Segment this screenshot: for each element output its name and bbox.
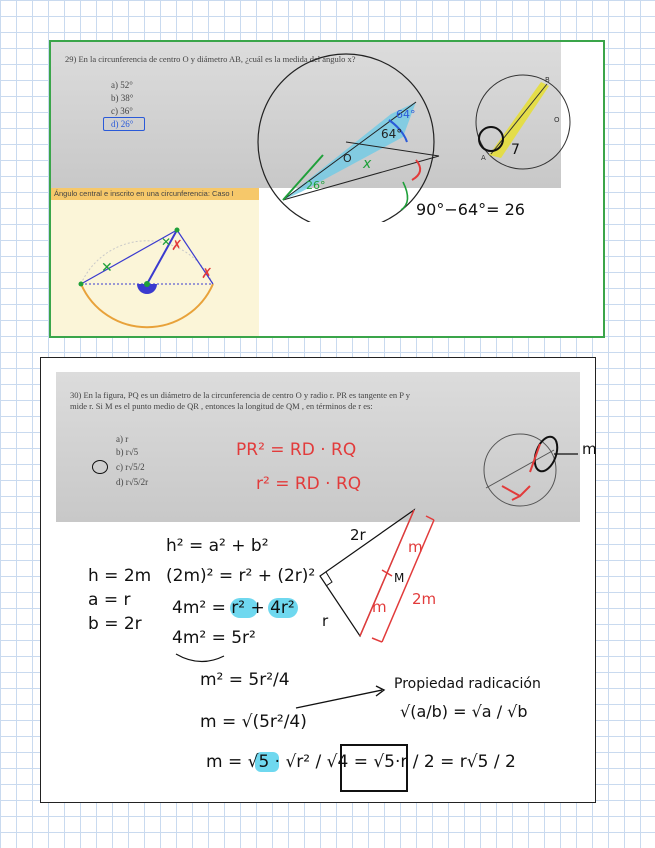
option30-d: d) r√5/2r	[116, 477, 149, 487]
underbrace	[172, 650, 232, 670]
geogebra-title: Ángulo central e inscrito en una circunferencia: Caso I	[51, 188, 259, 200]
option30-c: c) r√5/2	[116, 462, 145, 472]
label-64: 64°	[381, 127, 403, 141]
geogebra-figure	[51, 200, 259, 336]
tri-label-mid: M	[394, 571, 405, 585]
diameter-pq	[486, 450, 554, 488]
label-26: 26°	[306, 179, 326, 192]
option30-a: a) r	[116, 434, 129, 444]
arrow-to-property	[292, 684, 392, 714]
label-x: x	[363, 156, 372, 172]
tri-label-top: 2r	[350, 526, 366, 544]
answer-circle	[92, 460, 108, 474]
step-5: m² = 5r²/4	[200, 670, 290, 690]
label-o-small: O	[554, 116, 560, 124]
option30-b: b) r√5	[116, 447, 139, 457]
tri-label-left: r	[322, 612, 329, 630]
point-top	[175, 228, 180, 233]
problem-30-diagram	[470, 420, 600, 520]
property-formula: √(a/b) = √a / √b	[400, 702, 528, 721]
note-h: h = 2m	[88, 566, 152, 586]
red-line	[530, 444, 540, 472]
green-x-mark-2: ✕	[161, 235, 172, 249]
point-left	[79, 282, 84, 287]
option-c: c) 36°	[111, 106, 133, 116]
step-4: 4m² = 5r²	[172, 628, 256, 648]
label-o: O	[343, 152, 352, 165]
black-loop	[479, 127, 503, 151]
note-a: a = r	[88, 590, 131, 610]
label-b: B	[545, 76, 550, 84]
label-64-blue: 64°	[396, 108, 416, 121]
eq-top-1: PR² = RD · RQ	[236, 440, 357, 460]
problem-30-question-line1: 30) En la figura, PQ es un diámetro de la circunferencia de centro O y radio r. PR es tangente en P y	[70, 390, 411, 400]
right-angle	[326, 572, 332, 586]
geogebra-panel	[51, 188, 259, 336]
red-x-mark-2: ✗	[201, 266, 213, 282]
red-x-mark: ✗	[171, 238, 183, 254]
tri-label-m1: m	[408, 538, 423, 556]
property-label: Propiedad radicación	[394, 676, 541, 692]
problem-29-question: 29) En la circunferencia de centro O y diámetro AB, ¿cuál es la medida del ángulo x?	[65, 54, 356, 64]
tri-label-m2: m	[372, 598, 387, 616]
boxed-result	[340, 744, 408, 792]
red-marks	[502, 486, 530, 500]
step-7: m = √5 · √r² / √4 = √5·r / 2 = r√5 / 2	[206, 752, 516, 772]
triangle-figure	[310, 500, 470, 650]
answer-note: 90°−64°= 26	[416, 200, 525, 219]
step-3: 4m² = r² + 4r²	[172, 598, 295, 618]
label-a: A	[481, 154, 486, 162]
center-point	[144, 281, 150, 287]
label-m-top: m	[582, 440, 597, 458]
mid-tick	[382, 570, 392, 576]
tri-label-hyp: 2m	[412, 590, 437, 608]
step-1: h² = a² + b²	[166, 536, 269, 556]
problem-30-question-line2: mide r. Si M es el punto medio de QR , entonces la longitud de QM , en términos de r es:	[70, 401, 373, 411]
label-seven: 7	[511, 142, 520, 158]
note-b: b = 2r	[88, 614, 142, 634]
step-6: m = √(5r²/4)	[200, 712, 307, 732]
option-a: a) 52°	[111, 80, 133, 90]
option-b: b) 38°	[111, 93, 134, 103]
eq-top-2: r² = RD · RQ	[256, 474, 362, 494]
option-d: d) 26°	[111, 119, 134, 129]
green-x-mark: ✕	[101, 260, 113, 276]
step-2: (2m)² = r² + (2r)²	[166, 566, 316, 586]
